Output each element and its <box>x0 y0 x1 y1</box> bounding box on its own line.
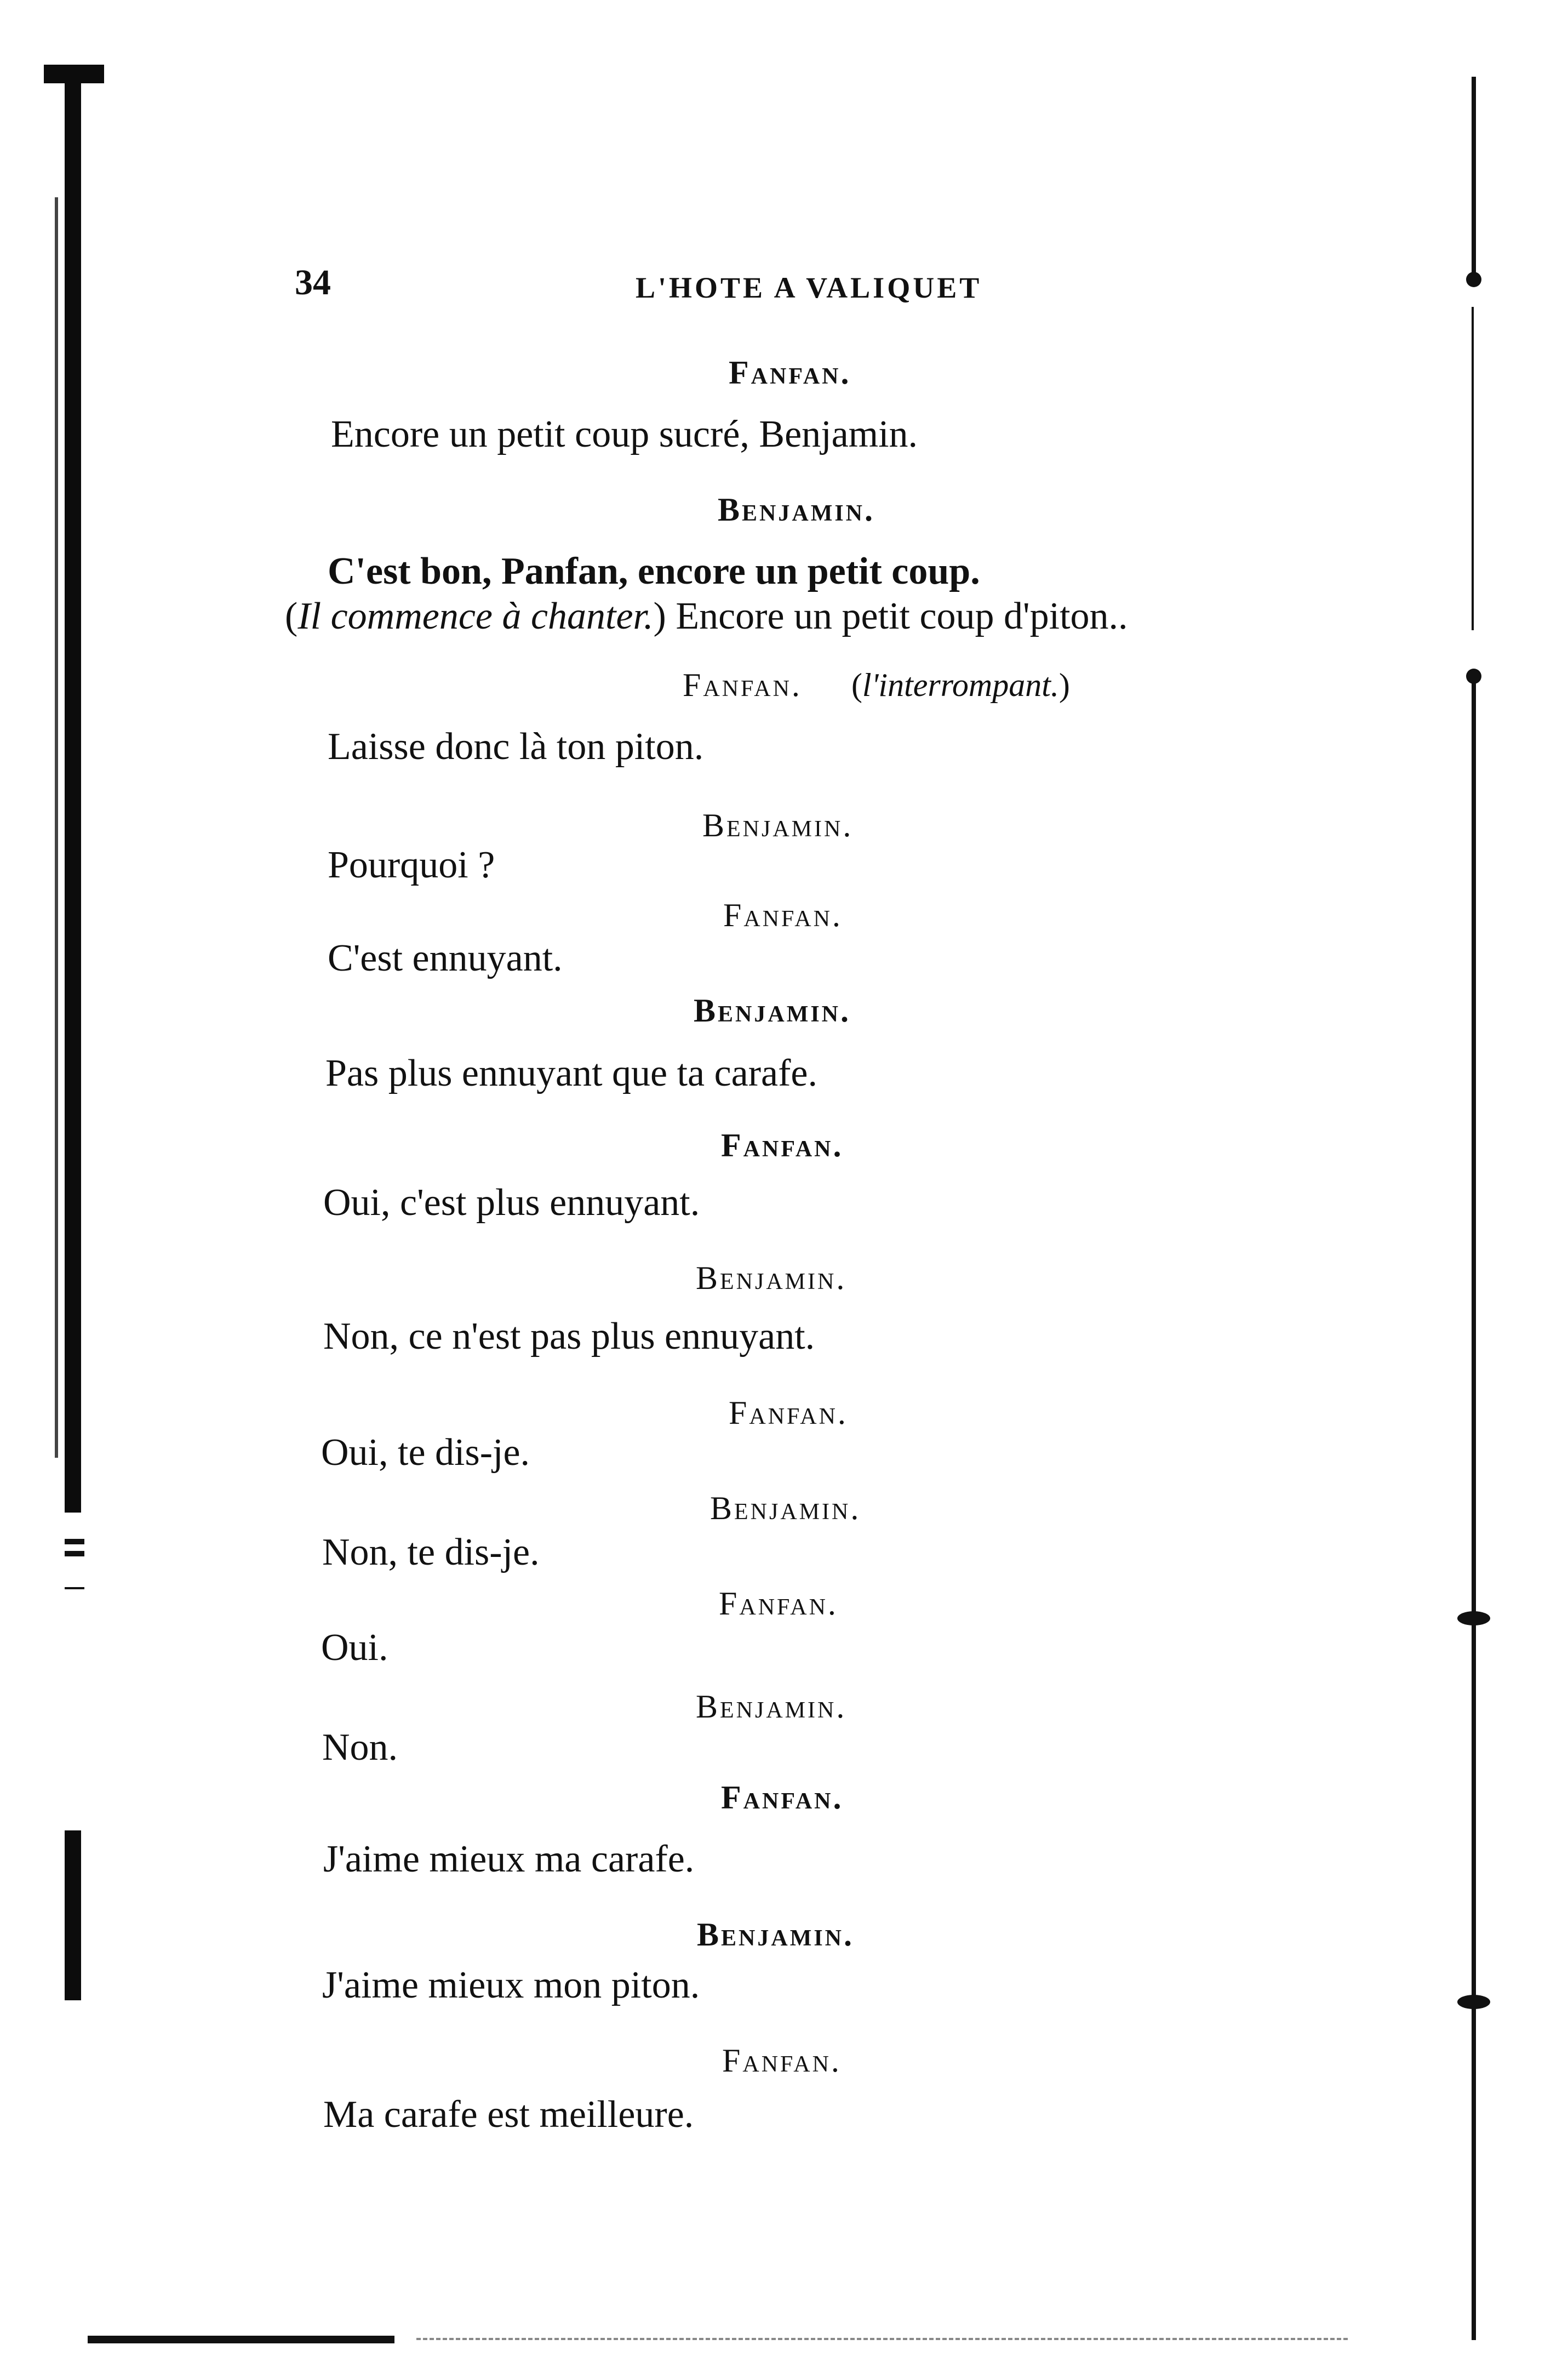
dialogue-line-after-direction: Encore un petit coup d'piton.. <box>676 595 1128 637</box>
dialogue-line: Pas plus ennuyant que ta carafe. <box>325 1052 818 1094</box>
scan-edge-artifact <box>65 1551 84 1556</box>
close-paren: ) <box>1058 667 1070 703</box>
scan-edge-artifact <box>88 2336 394 2343</box>
open-paren: ( <box>285 595 298 637</box>
scan-edge-artifact <box>1472 77 1476 285</box>
speaker-name: Fanfan. <box>722 2042 842 2079</box>
dialogue-line: Non, ce n'est pas plus ennuyant. <box>323 1315 815 1357</box>
scan-edge-artifact <box>65 1587 84 1589</box>
speaker-name: Fanfan. <box>723 897 843 933</box>
dialogue-line: J'aime mieux mon piton. <box>322 1964 700 2006</box>
dialogue-line: Laisse donc là ton piton. <box>328 726 704 768</box>
speaker-name: Fanfan. <box>721 1779 844 1816</box>
speaker-name: Fanfan. <box>729 355 851 391</box>
dialogue-line: Oui. <box>321 1627 388 1669</box>
stage-direction: Il commence à chanter. <box>297 595 654 637</box>
dialogue-line: Ma carafe est meilleure. <box>323 2093 694 2136</box>
speaker-name: Benjamin. <box>710 1490 861 1526</box>
scan-edge-artifact <box>1472 307 1474 630</box>
scan-edge-artifact <box>1472 674 1476 1529</box>
dialogue-line: Oui, c'est plus ennuyant. <box>323 1182 700 1224</box>
speaker-name: Benjamin. <box>696 1260 847 1296</box>
close-paren: ) <box>653 595 676 637</box>
dialogue-line: Non, te dis-je. <box>322 1531 540 1573</box>
speaker-name: Benjamin. <box>694 992 851 1029</box>
speaker-name: Fanfan. <box>683 667 802 703</box>
speaker-name: Fanfan. <box>721 1127 844 1163</box>
dialogue-line: C'est ennuyant. <box>328 937 563 979</box>
speaker-name: Benjamin. <box>718 492 875 528</box>
dialogue-line: C'est bon, Panfan, encore un petit coup. <box>328 550 980 592</box>
scan-edge-artifact <box>55 197 58 1458</box>
dialogue-line: Non. <box>322 1726 398 1768</box>
dialogue-line: Pourquoi ? <box>328 844 495 886</box>
scan-edge-artifact <box>1457 1611 1490 1625</box>
speaker-name: Fanfan. <box>729 1395 848 1431</box>
open-paren: ( <box>851 667 862 703</box>
page-number: 34 <box>295 263 331 303</box>
dialogue-line: Encore un petit coup sucré, Benjamin. <box>331 413 918 455</box>
scan-edge-artifact <box>1466 272 1481 287</box>
speaker-name-with-direction <box>683 669 1070 701</box>
speaker-direction: l'interrompant. <box>862 667 1059 703</box>
speaker-name: Benjamin. <box>702 807 854 843</box>
speaker-name: Benjamin. <box>696 1688 847 1725</box>
scan-edge-artifact <box>1472 1529 1476 2340</box>
scan-edge-artifact <box>1457 1995 1490 2009</box>
scan-edge-artifact <box>1466 669 1481 684</box>
scan-edge-artifact <box>416 2338 1348 2340</box>
dialogue-line: J'aime mieux ma carafe. <box>323 1838 695 1880</box>
speaker-name: Benjamin. <box>697 1916 855 1953</box>
running-title: L'HOTE A VALIQUET <box>636 271 982 304</box>
dialogue-line: Oui, te dis-je. <box>321 1431 530 1474</box>
scan-edge-artifact <box>65 1830 81 2000</box>
scan-edge-artifact <box>65 1539 84 1544</box>
speaker-name: Fanfan. <box>719 1585 838 1622</box>
dialogue-line-with-direction <box>285 597 1128 636</box>
scan-edge-artifact <box>65 66 81 1513</box>
